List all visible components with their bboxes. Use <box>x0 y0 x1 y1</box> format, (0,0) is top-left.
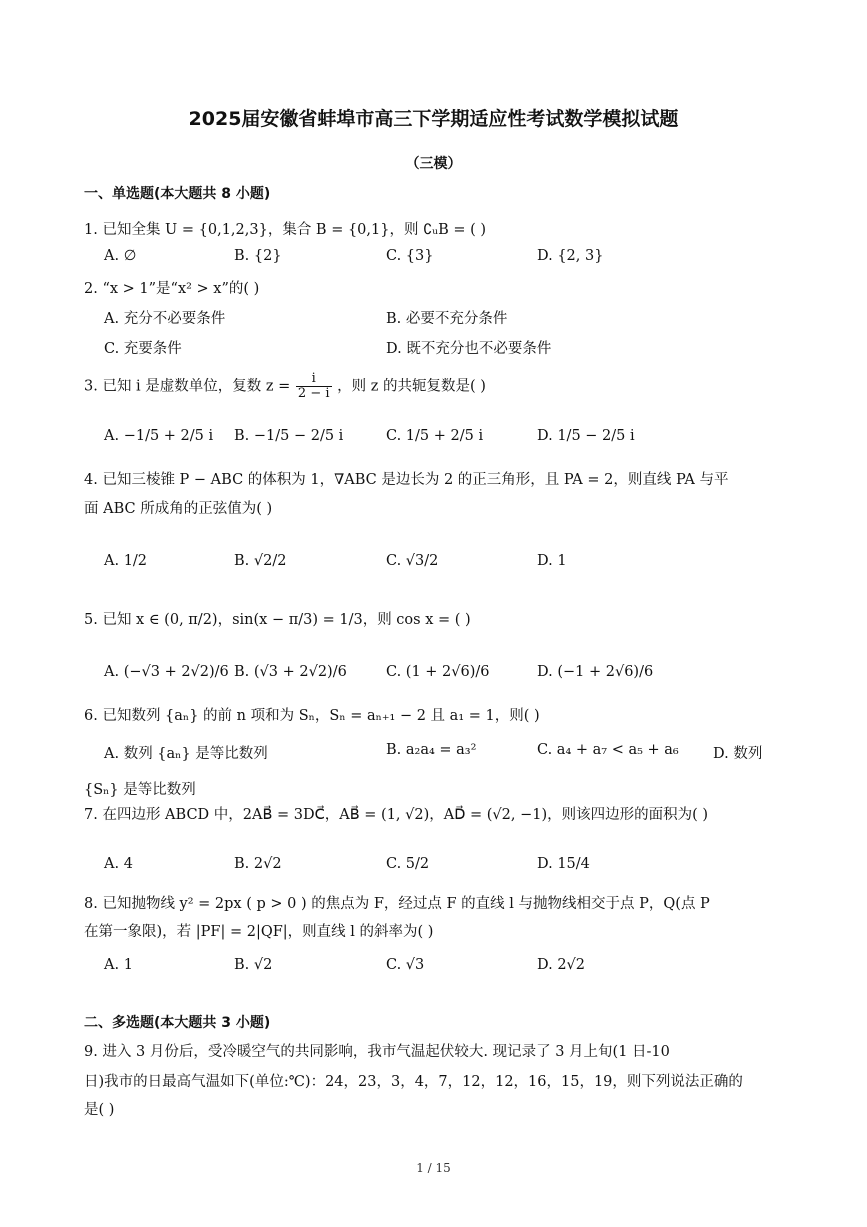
question-3 <box>84 372 486 401</box>
question-8-line-1: 8. 已知抛物线 y² = 2px ( p > 0 ) 的焦点为 F，经过点 F 的直线 l 与抛物线相交于点 P，Q(点 P <box>84 896 710 912</box>
q3-text-before: 3. 已知 i 是虚数单位，复数 z = <box>84 378 291 395</box>
q3-option-d: D. 1/5 − 2/5 i <box>537 428 635 444</box>
q1-option-b: B. {2} <box>234 248 282 264</box>
q6-option-a: A. 数列 {aₙ} 是等比数列 <box>104 746 268 762</box>
q7-option-c: C. 5/2 <box>386 856 430 872</box>
q3-option-b: B. −1/5 − 2/5 i <box>234 428 344 444</box>
q6-option-d-continued: {Sₙ} 是等比数列 <box>84 782 196 798</box>
q7-option-b: B. 2√2 <box>234 856 282 872</box>
q5-option-b: B. (√3 + 2√2)/6 <box>234 664 347 680</box>
section-heading-single-choice: 一、单选题(本大题共 8 小题) <box>84 186 271 202</box>
q8-option-c: C. √3 <box>386 957 425 973</box>
question-4-line-1: 4. 已知三棱锥 P − ABC 的体积为 1，∇ABC 是边长为 2 的正三角形，且 PA = 2，则直线 PA 与平 <box>84 472 729 488</box>
q5-option-d: D. (−1 + 2√6)/6 <box>537 664 654 680</box>
question-9-line-2: 日)我市的日最高气温如下(单位:℃)：24，23，3，4，7，12，12，16，15，19，则下列说法正确的 <box>84 1074 743 1090</box>
question-4-line-2: 面 ABC 所成角的正弦值为( ) <box>84 501 273 517</box>
q8-option-b: B. √2 <box>234 957 273 973</box>
q3-option-a: A. −1/5 + 2/5 i <box>104 428 214 444</box>
q2-option-b: B. 必要不充分条件 <box>386 311 508 327</box>
q2-option-c: C. 充要条件 <box>104 341 182 357</box>
question-9-line-1: 9. 进入 3 月份后，受冷暖空气的共同影响，我市气温起伏较大. 现记录了 3 月上旬(1 日-10 <box>84 1044 670 1060</box>
document-subtitle: （三模） <box>405 156 462 172</box>
q4-option-a: A. 1/2 <box>104 553 148 569</box>
question-8-line-2: 在第一象限)，若 |PF| = 2|QF|，则直线 l 的斜率为( ) <box>84 924 434 940</box>
q2-option-a: A. 充分不必要条件 <box>104 311 226 327</box>
question-2: 2. “x > 1”是“x² > x”的( ) <box>84 281 260 297</box>
q4-option-b: B. √2/2 <box>234 553 287 569</box>
question-6: 6. 已知数列 {aₙ} 的前 n 项和为 Sₙ，Sₙ = aₙ₊₁ − 2 且 a₁ = 1，则( ) <box>84 708 540 724</box>
question-1: 1. 已知全集 U = {0,1,2,3}，集合 B = {0,1}，则 ∁ᵤB = ( ) <box>84 222 487 238</box>
q4-option-c: C. √3/2 <box>386 553 439 569</box>
q3-frac-numerator: i <box>296 372 332 387</box>
q5-option-a: A. (−√3 + 2√2)/6 <box>104 664 229 680</box>
q3-text-after: ，则 z 的共轭复数是( ) <box>337 378 486 395</box>
q7-option-a: A. 4 <box>104 856 133 872</box>
page-number: 1 / 15 <box>416 1161 451 1175</box>
q4-option-d: D. 1 <box>537 553 567 569</box>
q6-option-b: B. a₂a₄ = a₃² <box>386 742 477 758</box>
q5-option-c: C. (1 + 2√6)/6 <box>386 664 490 680</box>
question-9-line-3: 是( ) <box>84 1102 115 1118</box>
q6-option-d: D. 数列 <box>713 746 763 762</box>
q3-fraction <box>296 372 332 401</box>
q8-option-a: A. 1 <box>104 957 133 973</box>
q1-option-d: D. {2, 3} <box>537 248 604 264</box>
q6-option-c: C. a₄ + a₇ < a₅ + a₆ <box>537 742 679 758</box>
q1-option-c: C. {3} <box>386 248 434 264</box>
question-7: 7. 在四边形 ABCD 中，2AB⃗ = 3DC⃗，AB⃗ = (1, √2)，AD⃗ = (√2, −1)，则该四边形的面积为( ) <box>84 807 709 823</box>
q1-option-a: A. ∅ <box>104 248 137 264</box>
question-5: 5. 已知 x ∈ (0, π/2)，sin(x − π/3) = 1/3，则 cos x = ( ) <box>84 612 471 628</box>
q2-option-d: D. 既不充分也不必要条件 <box>386 341 552 357</box>
q3-option-c: C. 1/5 + 2/5 i <box>386 428 484 444</box>
section-heading-multiple-choice: 二、多选题(本大题共 3 小题) <box>84 1015 271 1031</box>
document-title: 2025届安徽省蚌埠市高三下学期适应性考试数学模拟试题 <box>188 108 679 130</box>
q3-frac-denominator: 2 − i <box>297 386 330 401</box>
q7-option-d: D. 15/4 <box>537 856 590 872</box>
q8-option-d: D. 2√2 <box>537 957 586 973</box>
